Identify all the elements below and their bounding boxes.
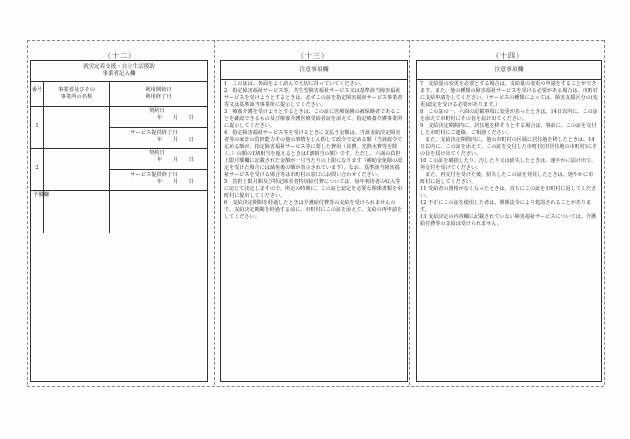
- row-2-number: 2: [35, 165, 39, 171]
- row-1-contract-date: 年 月 日: [157, 115, 195, 121]
- row-1-end-label: サービス提供終了日: [130, 130, 178, 136]
- page-number-12: （十二）: [104, 52, 136, 60]
- row-2-end-label: サービス提供終了日: [130, 172, 178, 178]
- business-record-panel: [30, 60, 208, 382]
- row-1-contract-label: 契約日: [149, 108, 165, 114]
- notice-body-13: 1 この証は、各面をよく読んで大切に持っていてください。 2 指定障害福祉サービス等、共生型障害福祉サービス又は基準該当障害福祉サービスを受けようとするときは、必ずこの証を指定障害福祉サービス事業者等又は基準該当事業所に提示してください。 3 療養介護を受けようとするときは、この証に医療保険の被保険者であることを確認できるもの及び療養介護医療受給者証を添えて、指定療養介護事業所に提示してください。 4 指定障害福祉サービス等を受けるときに支払う金額は、当該支給決定障害者等の家計の負担能力その他の事情をしん酌して政令で定める額（当該政令で定める額が、指定障害福祉サービス等に要した費用（食費、光熱水費等を除く。）の額の1割相当を超えるときは1割相当の額）です。ただし、六面の負担上限月額欄に記載された金額が一月当たりの上限になります（補助金免除の認定を受けた場合には減免後の額が表示されています）。なお、基準該当障害福祉サービスを受ける場合等は市町村の窓口にお問い合わせください。 5 負担上限月額及び特定障害者特別給付費については、毎年利用者の収入等に応じて決定しますので、所定の時期に、この証と認定を必要な関係書類を市町村に提出してください。 6 支給決定期間を経過したときは介護給付費等の支給を受けられませんので、支給決定期間を経過する前に、市町村にこの証を添えて、支給の再申請をしてください。: [224, 81, 403, 220]
- notice-title-14: 注意事項欄: [417, 61, 601, 80]
- header-line-2: 事業者記入欄: [102, 71, 136, 77]
- notes-label: 予備欄: [33, 192, 49, 198]
- left-fold-line: [27, 40, 28, 385]
- row-1-number: 1: [35, 123, 39, 129]
- row-2-end-date: 年 月 日: [157, 179, 195, 185]
- row-1-end-date: 年 月 日: [157, 137, 195, 143]
- panel-header: [31, 61, 207, 82]
- page-number-14: （十四）: [492, 52, 524, 60]
- fold-line-1: [214, 40, 215, 385]
- fold-line-2: [409, 40, 410, 385]
- notice-title-13: 注意事項欄: [221, 61, 407, 80]
- col-name-header: 事業者及びその 事業所の名称: [57, 87, 96, 100]
- header-line-1: 就労定着支援・自立生活援助: [83, 64, 155, 70]
- page-number-13: （十三）: [297, 52, 329, 60]
- notice-panel-13: [220, 60, 408, 382]
- right-fold-line: [604, 40, 605, 385]
- col-date-header: 利用開始日 利用終了日: [145, 87, 172, 100]
- col-number-header: 番号: [32, 87, 43, 93]
- notice-panel-14: [416, 60, 602, 382]
- row-2-contract-date: 年 月 日: [157, 157, 195, 163]
- notice-body-14: 7 支給量の変更を必要とする場合は、支給量の変更の申請をすることができます。また、他の種類の障害福祉サービスを受ける必要がある場合は、市町村に支給申請をしてください。（サービスの種類によっては、障害支援区分の(変更)認定を受ける必要があります。） 8 この証の一、六面の記載事項に変更があったときは、14日以内に、この証を添えて市町村にその旨を届け出てください。 9 支給決定期間内に、居住地を移そうとする場合は、事前に、この証を交付した市町村にご連絡、ご相談ください。 また、支給決定期間内に、他の市町村の区域に居住地を移したときは、14日以内に、この証を添えて、この証を交付した市町村(旧居住地の市町村)にその旨を届け出てください。 10 この証を破損したり、汚したり又は紛失したときは、速やかに届け出て、再交付を受けてください。 また、再交付を受けた後、紛失したこの証を発見したときは、速やかに市町村に返してください。 11 受給者の資格がなくなったときは、直ちにこの証を市町村に返してください。 12 不正にこの証を使用した者は、関係法令により処罰されることがあります。 13 支給決定の内容欄に記載されていない障害福祉サービスについては、介護給付費等の支給は受けられません。: [420, 81, 598, 227]
- row-2-contract-label: 契約日: [149, 150, 165, 156]
